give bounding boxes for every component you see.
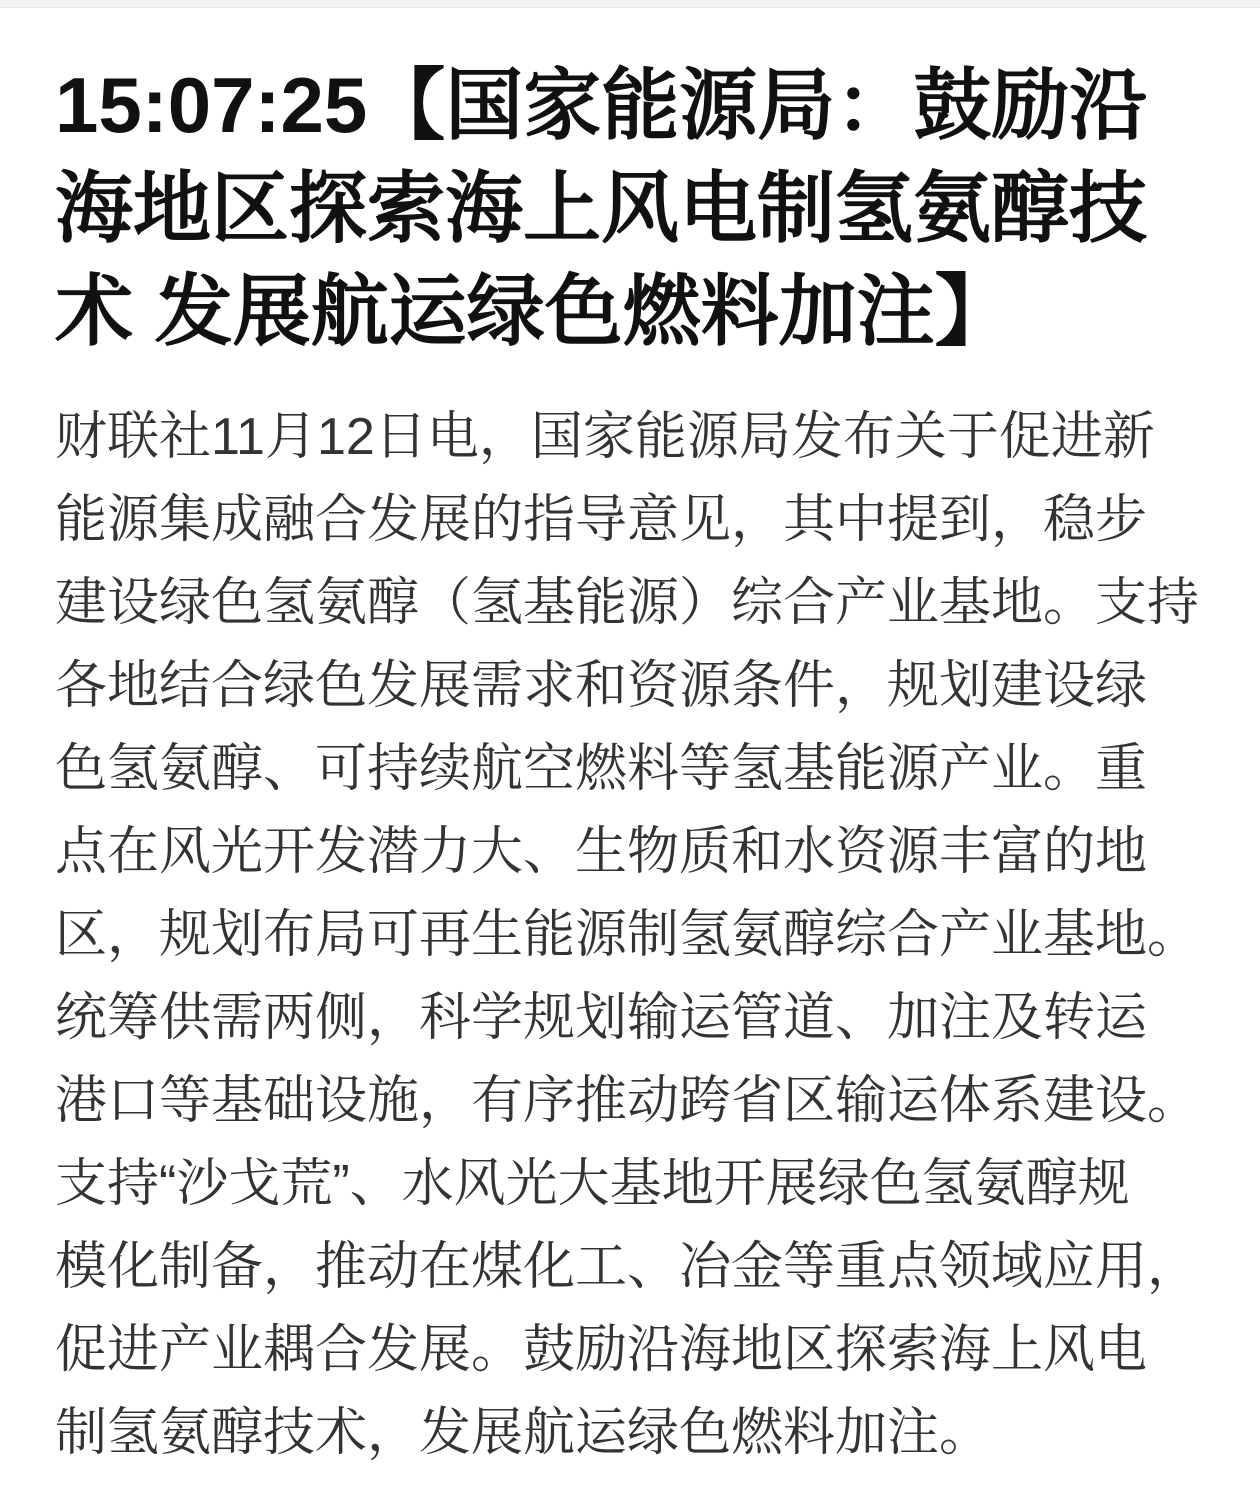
body-line: 支持“沙戈荒”、水风光大基地开展绿色氢氨醇规 (55, 1155, 1130, 1213)
article-time: 15:07:25 (55, 61, 368, 149)
body-line: 区，规划布局可再生能源制氢氨醇综合产业基地。 (55, 906, 1200, 964)
body-line: 各地结合绿色发展需求和资源条件，规划建设绿 (55, 657, 1148, 715)
top-divider (0, 0, 1260, 8)
title-text: 【国家能源局：鼓励沿 (367, 61, 1148, 149)
article-body (55, 396, 1250, 1475)
body-line: 促进产业耦合发展。鼓励沿海地区探索海上风电 (55, 1321, 1148, 1379)
title-line: 海地区探索海上风电制氢氨醇技 (55, 164, 1148, 252)
title-line (55, 54, 1245, 157)
body-line: 点在风光开发潜力大、生物质和水资源丰富的地 (55, 823, 1148, 881)
body-line: 色氢氨醇、可持续航空燃料等氢基能源产业。重 (55, 740, 1148, 798)
body-line: 模化制备，推动在煤化工、冶金等重点领域应用， (55, 1238, 1200, 1296)
title-line: 术 发展航运绿色燃料加注】 (55, 267, 1013, 355)
body-line: 财联社11月12日电，国家能源局发布关于促进新 (55, 408, 1155, 466)
article-title (55, 54, 1245, 363)
body-line: 港口等基础设施，有序推动跨省区输运体系建设。 (55, 1072, 1200, 1130)
body-line: 制氢氨醇技术，发展航运绿色燃料加注。 (55, 1404, 992, 1462)
body-line: 统筹供需两侧，科学规划输运管道、加注及转运 (55, 989, 1148, 1047)
body-line: 能源集成融合发展的指导意见，其中提到，稳步 (55, 491, 1148, 549)
body-line: 建设绿色氢氨醇（氢基能源）综合产业基地。支持 (55, 574, 1200, 632)
